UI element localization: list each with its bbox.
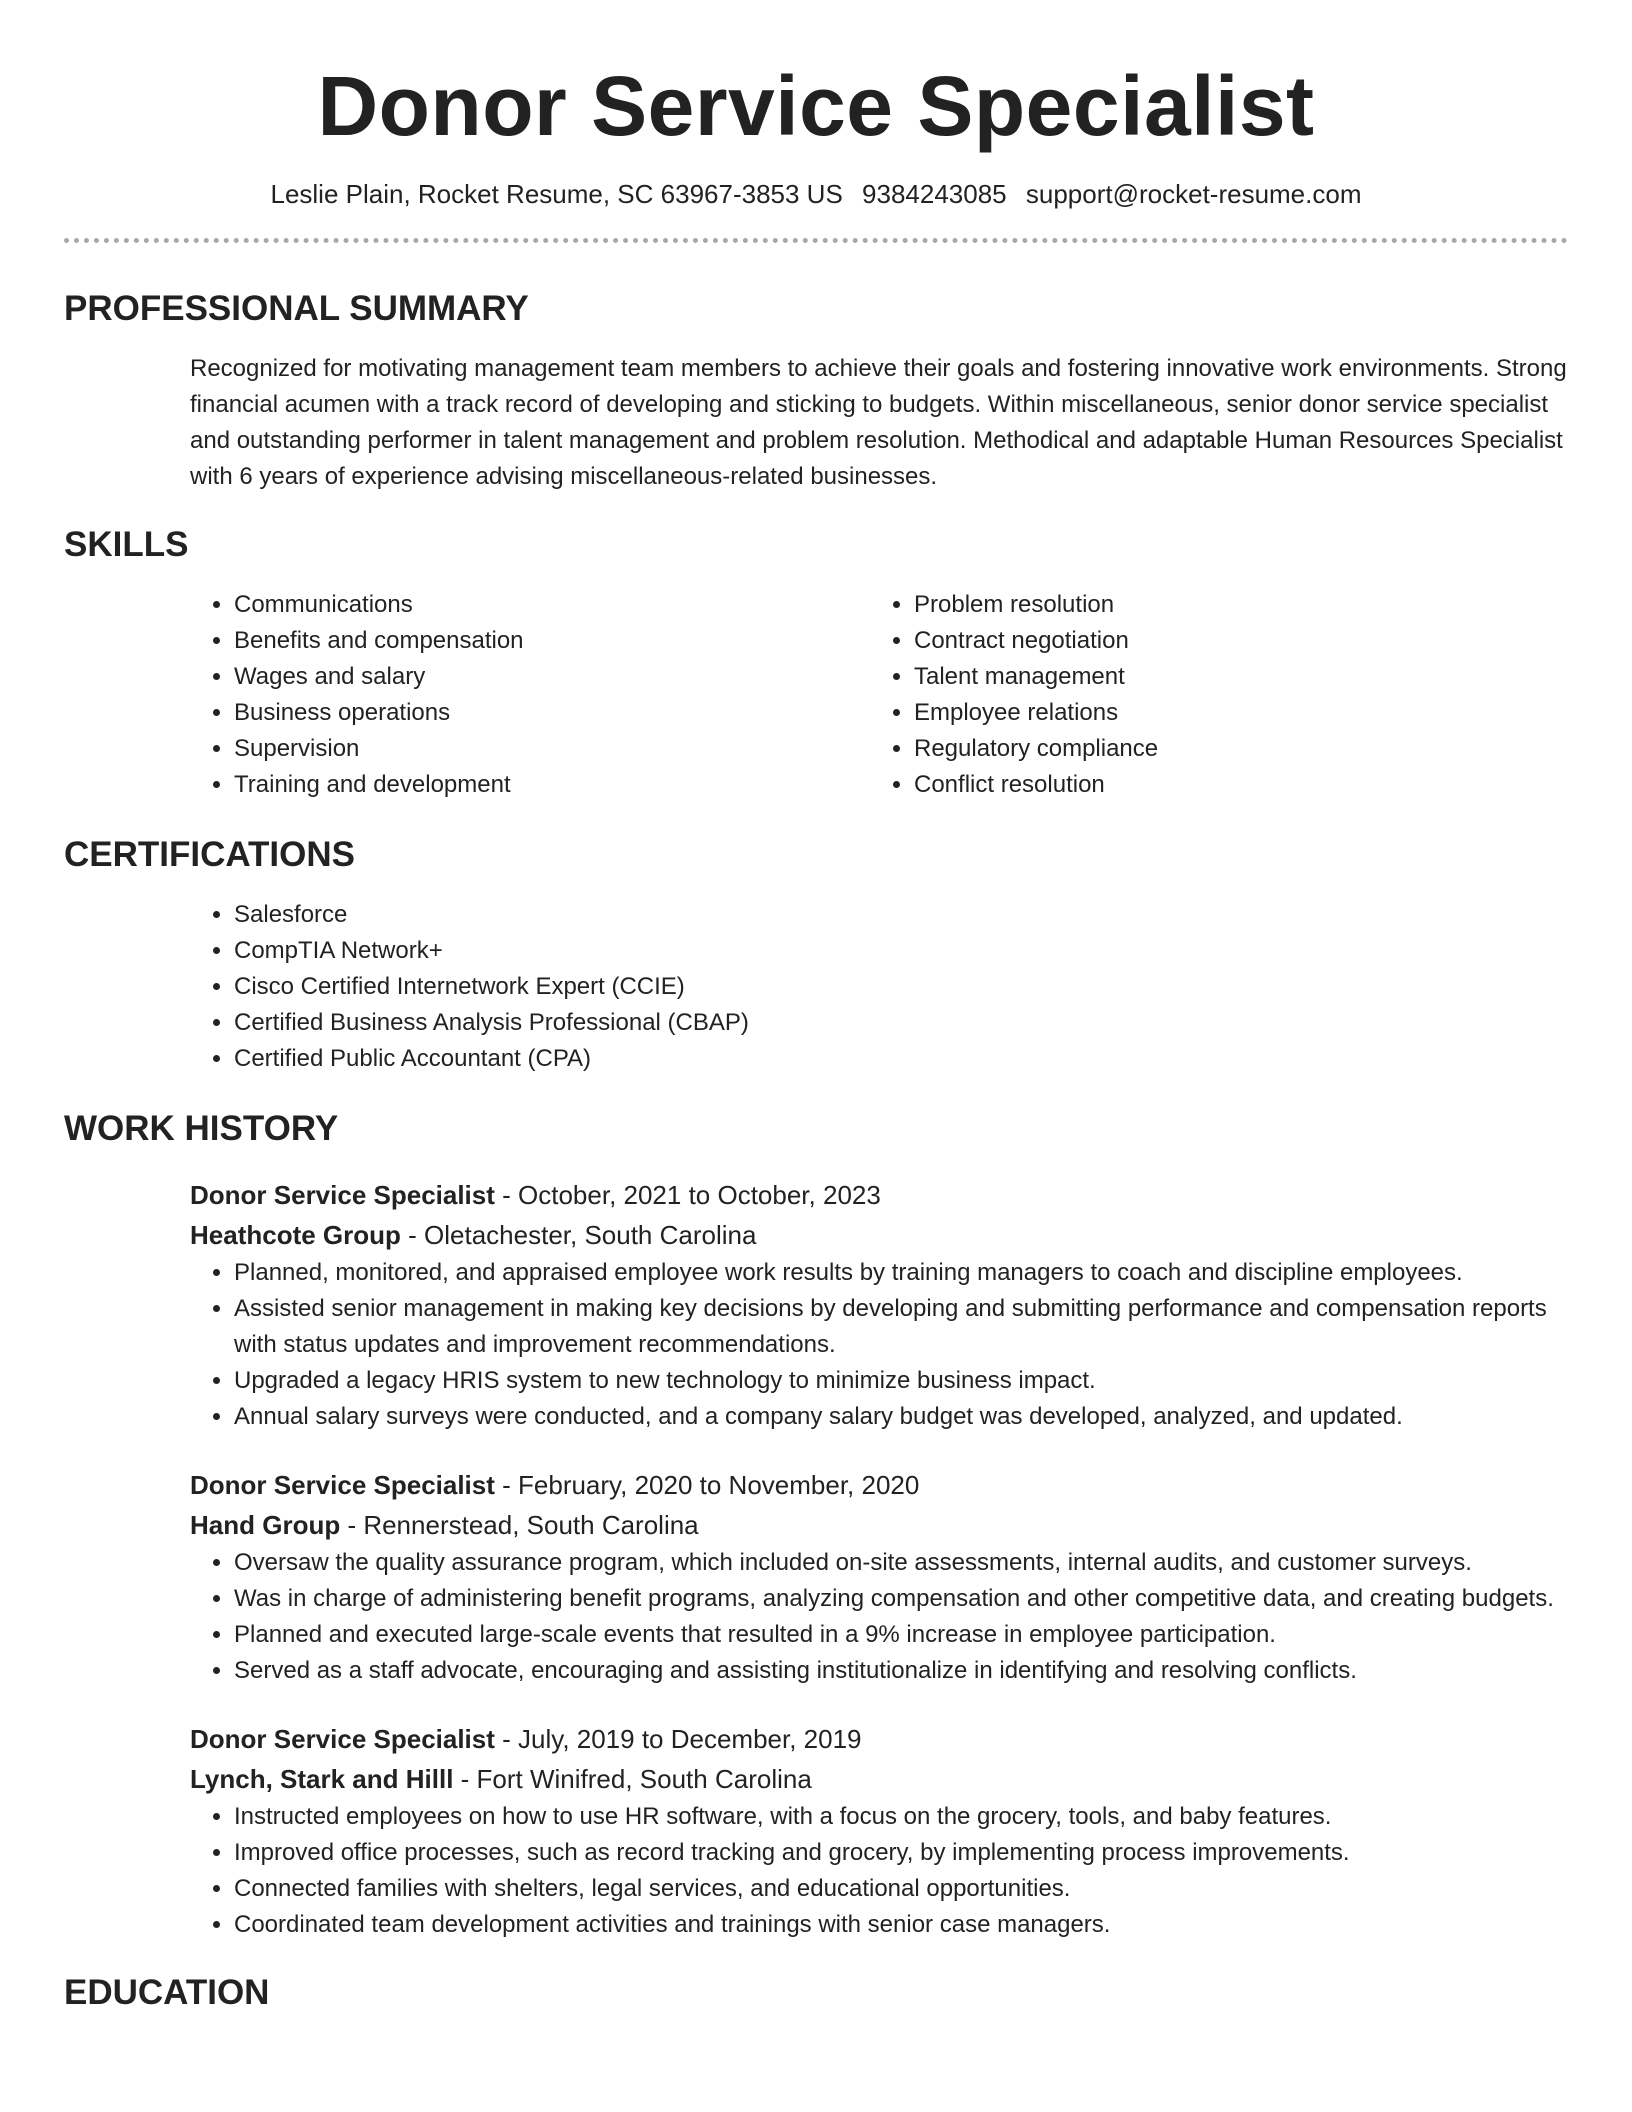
skill-item: • Talent management xyxy=(914,659,1550,695)
certification-item: • CompTIA Network+ xyxy=(234,933,1568,969)
certification-item: • Cisco Certified Internetwork Expert (CCIE) xyxy=(234,969,1568,1005)
job-company: Heathcote Group xyxy=(190,1220,401,1250)
skill-item: • Wages and salary xyxy=(234,659,870,695)
job-dates: - July, 2019 to December, 2019 xyxy=(494,1724,862,1754)
work-history-heading: WORK HISTORY xyxy=(64,1109,339,1148)
job-role-line xyxy=(190,1175,1568,1215)
skills-column-right xyxy=(870,587,1550,803)
job-role-line xyxy=(190,1719,1568,1759)
job-company-line xyxy=(190,1759,1568,1799)
job-location: - Fort Winifred, South Carolina xyxy=(453,1764,812,1794)
certification-item: • Certified Business Analysis Professional (CBAP) xyxy=(234,1005,1568,1041)
certification-item: • Salesforce xyxy=(234,897,1568,933)
job-bullet: • Served as a staff advocate, encouraging and assisting institutionalize in identifying and resolving conflicts. xyxy=(234,1653,1568,1689)
skill-item: • Employee relations xyxy=(914,695,1550,731)
job-bullet: • Upgraded a legacy HRIS system to new technology to minimize business impact. xyxy=(234,1363,1568,1399)
job-bullet: • Assisted senior management in making key decisions by developing and submitting performance and compensation reports with status updates and improvement recommendations. xyxy=(234,1291,1568,1363)
skill-item: • Regulatory compliance xyxy=(914,731,1550,767)
job-company: Hand Group xyxy=(190,1510,341,1540)
skill-item: • Conflict resolution xyxy=(914,767,1550,803)
certification-item: • Certified Public Accountant (CPA) xyxy=(234,1041,1568,1077)
contact-phone: 9384243085 xyxy=(862,179,1007,209)
job-entry xyxy=(190,1465,1568,1689)
education-heading: EDUCATION xyxy=(64,1973,270,2012)
job-bullet: • Oversaw the quality assurance program, which included on-site assessments, internal audits, and customer surveys. xyxy=(234,1545,1568,1581)
skill-item: • Supervision xyxy=(234,731,870,767)
skill-item: • Training and development xyxy=(234,767,870,803)
job-dates: - February, 2020 to November, 2020 xyxy=(494,1470,920,1500)
skills-heading: SKILLS xyxy=(64,525,189,564)
job-bullets xyxy=(190,1799,1568,1943)
contact-line xyxy=(64,178,1568,210)
job-bullet: • Connected families with shelters, legal services, and educational opportunities. xyxy=(234,1871,1568,1907)
job-company-line xyxy=(190,1505,1568,1545)
contact-email: support@rocket-resume.com xyxy=(1025,179,1362,209)
skill-item: • Contract negotiation xyxy=(914,623,1550,659)
skill-item: • Problem resolution xyxy=(914,587,1550,623)
job-dates: - October, 2021 to October, 2023 xyxy=(494,1180,881,1210)
job-bullet: • Planned, monitored, and appraised employee work results by training managers to coach and discipline employees. xyxy=(234,1255,1568,1291)
job-company: Lynch, Stark and Hilll xyxy=(190,1764,454,1794)
job-location: - Oletachester, South Carolina xyxy=(400,1220,757,1250)
job-role-line xyxy=(190,1465,1568,1505)
job-bullets xyxy=(190,1255,1568,1435)
summary-heading: PROFESSIONAL SUMMARY xyxy=(64,289,529,328)
skills-list xyxy=(190,587,1568,803)
job-bullet: • Was in charge of administering benefit programs, analyzing compensation and other competitive data, and creating budgets. xyxy=(234,1581,1568,1617)
skill-item: • Benefits and compensation xyxy=(234,623,870,659)
skills-column-left xyxy=(190,587,870,803)
job-bullet: • Instructed employees on how to use HR software, with a focus on the grocery, tools, and baby features. xyxy=(234,1799,1568,1835)
header-divider xyxy=(64,238,1568,243)
job-entry xyxy=(190,1719,1568,1943)
skill-item: • Communications xyxy=(234,587,870,623)
job-bullet: • Planned and executed large-scale events that resulted in a 9% increase in employee participation. xyxy=(234,1617,1568,1653)
certifications-heading: CERTIFICATIONS xyxy=(64,835,356,874)
job-company-line xyxy=(190,1215,1568,1255)
job-role: Donor Service Specialist xyxy=(190,1180,495,1210)
summary-text: Recognized for motivating management team members to achieve their goals and fostering innovative work environments. Strong financial acumen with a track record of developing and sticking to budgets. Within miscellaneous, senior donor service specialist and outstanding performer in talent management and problem resolution. Methodical and adaptable Human Resources Specialist with 6 years of experience advising miscellaneous-related businesses. xyxy=(190,355,1567,490)
job-role: Donor Service Specialist xyxy=(190,1470,495,1500)
job-bullets xyxy=(190,1545,1568,1689)
certifications-list xyxy=(190,897,1568,1077)
skill-item: • Business operations xyxy=(234,695,870,731)
job-entry xyxy=(190,1175,1568,1435)
job-bullet: • Coordinated team development activities and trainings with senior case managers. xyxy=(234,1907,1568,1943)
job-bullet: • Annual salary surveys were conducted, and a company salary budget was developed, analyzed, and updated. xyxy=(234,1399,1568,1435)
job-location: - Rennerstead, South Carolina xyxy=(340,1510,699,1540)
job-bullet: • Improved office processes, such as record tracking and grocery, by implementing process improvements. xyxy=(234,1835,1568,1871)
contact-address: Leslie Plain, Rocket Resume, SC 63967-3853 US xyxy=(270,179,843,209)
job-role: Donor Service Specialist xyxy=(190,1724,495,1754)
resume-name: Donor Service Specialist xyxy=(317,59,1315,153)
